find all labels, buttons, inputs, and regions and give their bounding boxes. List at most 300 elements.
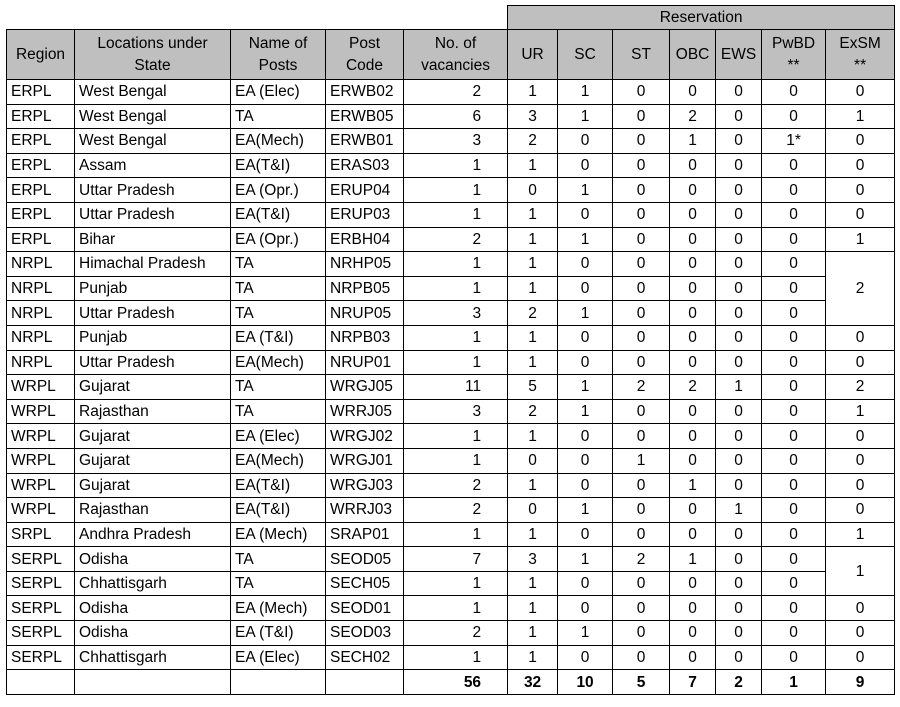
cell-location: Andhra Pradesh [75,522,231,547]
cell-obc: 0 [670,424,716,449]
cell-region: SERPL [7,571,75,596]
cell-post-code: NRPB05 [326,276,404,301]
cell-post-name: TA [231,375,326,400]
cell-pwbd: 0 [762,80,826,105]
table-row [7,399,895,424]
cell-region: NRPL [7,325,75,350]
cell-ews: 0 [716,202,762,227]
cell-obc: 0 [670,227,716,252]
cell-post-name: TA [231,399,326,424]
cell-sc: 1 [558,547,613,572]
cell-post-code: SEOD01 [326,596,404,621]
cell-sc: 0 [558,596,613,621]
table-row [7,522,895,547]
cell-ur: 1 [508,621,558,646]
reservation-header: Reservation [508,6,895,30]
cell-post-code: ERUP03 [326,202,404,227]
cell-pwbd: 0 [762,178,826,203]
cell-ur: 1 [508,571,558,596]
cell-obc: 0 [670,522,716,547]
cell-ews: 0 [716,80,762,105]
cell-ews: 0 [716,350,762,375]
cell-obc: 1 [670,473,716,498]
cell-st: 1 [613,448,670,473]
cell-sc: 0 [558,448,613,473]
cell-pwbd: 0 [762,375,826,400]
cell-st: 0 [613,645,670,670]
column-header-sc: SC [558,30,613,80]
cell-post-name: TA [231,301,326,326]
cell-exsm: 0 [826,153,895,178]
table-row [7,325,895,350]
cell-vacancies: 1 [404,596,508,621]
cell-post-name: EA (Opr.) [231,227,326,252]
cell-ews: 1 [716,375,762,400]
cell-ews: 0 [716,448,762,473]
column-header-post-name: Name of Posts [231,30,326,80]
cell-region: NRPL [7,350,75,375]
cell-post-name: EA (T&I) [231,621,326,646]
total-exsm: 9 [826,670,895,695]
cell-location: Chhattisgarh [75,571,231,596]
cell-ur: 0 [508,448,558,473]
cell-st: 2 [613,547,670,572]
cell-ews: 0 [716,252,762,277]
cell-obc: 0 [670,571,716,596]
cell-location: Odisha [75,547,231,572]
cell-post-name: TA [231,252,326,277]
cell-pwbd: 0 [762,325,826,350]
cell-exsm: 0 [826,129,895,154]
total-region [7,670,75,695]
column-header-exsm: ExSM ** [826,30,895,80]
cell-exsm: 0 [826,498,895,523]
total-st: 5 [613,670,670,695]
table-row [7,645,895,670]
cell-sc: 0 [558,645,613,670]
cell-vacancies: 1 [404,252,508,277]
cell-vacancies: 6 [404,104,508,129]
cell-post-name: EA (T&I) [231,325,326,350]
cell-pwbd: 0 [762,276,826,301]
cell-post-code: WRRJ03 [326,498,404,523]
cell-obc: 0 [670,301,716,326]
cell-location: West Bengal [75,80,231,105]
cell-post-name: TA [231,104,326,129]
cell-post-name: EA(T&I) [231,153,326,178]
cell-location: Rajasthan [75,498,231,523]
cell-location: Punjab [75,325,231,350]
cell-exsm: 1 [826,399,895,424]
cell-vacancies: 2 [404,227,508,252]
cell-exsm: 0 [826,645,895,670]
cell-vacancies: 1 [404,178,508,203]
cell-exsm: 1 [826,104,895,129]
cell-post-name: EA (Elec) [231,424,326,449]
column-header-region: Region [7,30,75,80]
cell-obc: 0 [670,399,716,424]
vacancy-table [6,5,895,695]
cell-vacancies: 2 [404,473,508,498]
cell-ews: 0 [716,522,762,547]
cell-st: 0 [613,424,670,449]
cell-region: ERPL [7,153,75,178]
cell-post-name: TA [231,547,326,572]
cell-vacancies: 7 [404,547,508,572]
table-row [7,178,895,203]
cell-ews: 0 [716,129,762,154]
cell-exsm: 0 [826,424,895,449]
cell-pwbd: 0 [762,301,826,326]
cell-location: Uttar Pradesh [75,301,231,326]
cell-ews: 0 [716,596,762,621]
cell-vacancies: 1 [404,325,508,350]
cell-location: Gujarat [75,375,231,400]
cell-post-name: TA [231,571,326,596]
cell-ews: 0 [716,621,762,646]
table-row [7,227,895,252]
cell-region: ERPL [7,227,75,252]
cell-location: Himachal Pradesh [75,252,231,277]
cell-sc: 1 [558,80,613,105]
total-sc: 10 [558,670,613,695]
cell-exsm: 1 [826,547,895,596]
cell-ur: 2 [508,301,558,326]
cell-obc: 0 [670,276,716,301]
cell-location: Odisha [75,596,231,621]
cell-obc: 2 [670,104,716,129]
cell-st: 0 [613,325,670,350]
cell-location: Odisha [75,621,231,646]
cell-pwbd: 0 [762,498,826,523]
cell-exsm: 2 [826,252,895,326]
cell-obc: 0 [670,645,716,670]
cell-ur: 1 [508,325,558,350]
cell-st: 2 [613,375,670,400]
cell-st: 0 [613,473,670,498]
cell-pwbd: 0 [762,473,826,498]
cell-vacancies: 2 [404,80,508,105]
cell-post-code: NRUP01 [326,350,404,375]
cell-ews: 1 [716,498,762,523]
table-row [7,252,895,277]
cell-pwbd: 0 [762,202,826,227]
cell-st: 0 [613,153,670,178]
cell-vacancies: 3 [404,301,508,326]
cell-post-code: ERUP04 [326,178,404,203]
cell-post-name: TA [231,276,326,301]
cell-ews: 0 [716,399,762,424]
cell-st: 0 [613,522,670,547]
cell-region: WRPL [7,399,75,424]
cell-ews: 0 [716,547,762,572]
cell-ur: 5 [508,375,558,400]
cell-post-code: SEOD03 [326,621,404,646]
cell-post-code: WRGJ02 [326,424,404,449]
cell-post-code: NRHP05 [326,252,404,277]
cell-pwbd: 0 [762,399,826,424]
cell-post-name: EA(T&I) [231,202,326,227]
cell-ews: 0 [716,325,762,350]
cell-exsm: 2 [826,375,895,400]
cell-post-code: ERWB05 [326,104,404,129]
table-row [7,498,895,523]
cell-post-code: ERBH04 [326,227,404,252]
cell-post-code: WRRJ05 [326,399,404,424]
column-header-row [7,30,895,80]
cell-region: SERPL [7,621,75,646]
cell-location: Uttar Pradesh [75,178,231,203]
total-ews: 2 [716,670,762,695]
cell-exsm: 0 [826,350,895,375]
cell-st: 0 [613,227,670,252]
cell-pwbd: 0 [762,596,826,621]
cell-ur: 3 [508,104,558,129]
cell-vacancies: 1 [404,448,508,473]
cell-vacancies: 11 [404,375,508,400]
cell-sc: 1 [558,399,613,424]
cell-ur: 1 [508,276,558,301]
cell-sc: 0 [558,252,613,277]
cell-st: 0 [613,178,670,203]
cell-st: 0 [613,129,670,154]
cell-region: WRPL [7,448,75,473]
cell-post-code: WRGJ05 [326,375,404,400]
cell-obc: 0 [670,350,716,375]
column-header-ews: EWS [716,30,762,80]
cell-region: SRPL [7,522,75,547]
cell-region: ERPL [7,80,75,105]
table-row [7,80,895,105]
cell-sc: 0 [558,424,613,449]
cell-location: Uttar Pradesh [75,350,231,375]
cell-pwbd: 0 [762,645,826,670]
table-row [7,571,895,596]
table-row [7,547,895,572]
cell-ur: 0 [508,498,558,523]
cell-post-code: ERWB01 [326,129,404,154]
table-row [7,424,895,449]
table-row [7,104,895,129]
cell-obc: 0 [670,202,716,227]
cell-ur: 2 [508,129,558,154]
cell-location: West Bengal [75,129,231,154]
cell-vacancies: 1 [404,350,508,375]
cell-post-name: EA(T&I) [231,498,326,523]
cell-region: WRPL [7,498,75,523]
column-header-obc: OBC [670,30,716,80]
cell-sc: 0 [558,129,613,154]
header-group-row [7,6,895,30]
table-row [7,621,895,646]
cell-obc: 0 [670,448,716,473]
cell-ews: 0 [716,178,762,203]
cell-post-name: EA(Mech) [231,129,326,154]
cell-sc: 0 [558,202,613,227]
table-row [7,448,895,473]
cell-post-code: ERAS03 [326,153,404,178]
cell-ur: 1 [508,153,558,178]
cell-ews: 0 [716,153,762,178]
cell-location: West Bengal [75,104,231,129]
cell-pwbd: 0 [762,252,826,277]
cell-obc: 1 [670,547,716,572]
cell-obc: 2 [670,375,716,400]
total-obc: 7 [670,670,716,695]
column-header-ur: UR [508,30,558,80]
cell-exsm: 0 [826,325,895,350]
cell-obc: 0 [670,621,716,646]
column-header-post-code: Post Code [326,30,404,80]
cell-location: Chhattisgarh [75,645,231,670]
cell-vacancies: 1 [404,571,508,596]
total-location [75,670,231,695]
table-row [7,473,895,498]
cell-post-name: EA(Mech) [231,448,326,473]
cell-vacancies: 1 [404,424,508,449]
cell-st: 0 [613,252,670,277]
cell-post-code: ERWB02 [326,80,404,105]
cell-obc: 0 [670,498,716,523]
cell-post-name: EA (Mech) [231,596,326,621]
cell-obc: 0 [670,325,716,350]
cell-exsm: 0 [826,202,895,227]
cell-region: WRPL [7,424,75,449]
total-vacancies: 56 [404,670,508,695]
cell-exsm: 0 [826,178,895,203]
cell-region: WRPL [7,473,75,498]
cell-post-name: EA (Mech) [231,522,326,547]
cell-st: 0 [613,276,670,301]
cell-vacancies: 2 [404,621,508,646]
total-pwbd: 1 [762,670,826,695]
header-spacer [7,6,508,30]
cell-region: ERPL [7,104,75,129]
cell-pwbd: 1* [762,129,826,154]
cell-pwbd: 0 [762,571,826,596]
cell-ur: 1 [508,202,558,227]
cell-obc: 0 [670,80,716,105]
cell-sc: 0 [558,276,613,301]
cell-exsm: 0 [826,448,895,473]
cell-region: NRPL [7,252,75,277]
cell-sc: 1 [558,498,613,523]
total-post-name [231,670,326,695]
cell-ews: 0 [716,301,762,326]
cell-ews: 0 [716,227,762,252]
total-post-code [326,670,404,695]
cell-post-name: EA (Elec) [231,80,326,105]
cell-post-code: SEOD05 [326,547,404,572]
cell-post-code: WRGJ01 [326,448,404,473]
cell-post-code: NRUP05 [326,301,404,326]
cell-region: SERPL [7,596,75,621]
cell-ews: 0 [716,645,762,670]
cell-post-name: EA (Opr.) [231,178,326,203]
cell-obc: 0 [670,153,716,178]
cell-st: 0 [613,399,670,424]
cell-location: Gujarat [75,473,231,498]
cell-ur: 1 [508,473,558,498]
cell-vacancies: 1 [404,522,508,547]
cell-sc: 1 [558,375,613,400]
cell-exsm: 1 [826,227,895,252]
cell-post-code: SECH02 [326,645,404,670]
cell-ews: 0 [716,276,762,301]
table-row [7,375,895,400]
cell-obc: 0 [670,178,716,203]
cell-vacancies: 3 [404,129,508,154]
table-row [7,153,895,178]
cell-ur: 1 [508,252,558,277]
cell-pwbd: 0 [762,522,826,547]
cell-post-name: EA(T&I) [231,473,326,498]
cell-sc: 1 [558,301,613,326]
cell-ur: 1 [508,596,558,621]
column-header-vacancies: No. of vacancies [404,30,508,80]
cell-pwbd: 0 [762,424,826,449]
cell-ur: 1 [508,522,558,547]
cell-st: 0 [613,350,670,375]
table-row [7,596,895,621]
cell-pwbd: 0 [762,153,826,178]
cell-pwbd: 0 [762,448,826,473]
cell-obc: 0 [670,596,716,621]
table-body [7,80,895,695]
total-ur: 32 [508,670,558,695]
cell-location: Bihar [75,227,231,252]
cell-sc: 0 [558,153,613,178]
cell-sc: 1 [558,621,613,646]
cell-post-code: WRGJ03 [326,473,404,498]
cell-location: Gujarat [75,448,231,473]
cell-vacancies: 3 [404,399,508,424]
cell-vacancies: 1 [404,276,508,301]
cell-sc: 0 [558,571,613,596]
cell-st: 0 [613,571,670,596]
cell-st: 0 [613,301,670,326]
cell-region: SERPL [7,547,75,572]
cell-ur: 2 [508,399,558,424]
cell-st: 0 [613,498,670,523]
cell-region: NRPL [7,276,75,301]
cell-ews: 0 [716,571,762,596]
table-row [7,276,895,301]
cell-location: Rajasthan [75,399,231,424]
cell-post-code: SECH05 [326,571,404,596]
cell-ur: 1 [508,424,558,449]
cell-exsm: 0 [826,621,895,646]
column-header-pwbd: PwBD ** [762,30,826,80]
table-row [7,350,895,375]
cell-sc: 1 [558,104,613,129]
cell-vacancies: 1 [404,153,508,178]
table-row [7,129,895,154]
cell-sc: 0 [558,350,613,375]
totals-row [7,670,895,695]
cell-post-code: SRAP01 [326,522,404,547]
cell-st: 0 [613,202,670,227]
cell-region: WRPL [7,375,75,400]
cell-location: Gujarat [75,424,231,449]
cell-ur: 0 [508,178,558,203]
cell-location: Punjab [75,276,231,301]
cell-location: Assam [75,153,231,178]
cell-sc: 0 [558,522,613,547]
column-header-location: Locations under State [75,30,231,80]
cell-pwbd: 0 [762,350,826,375]
cell-region: NRPL [7,301,75,326]
